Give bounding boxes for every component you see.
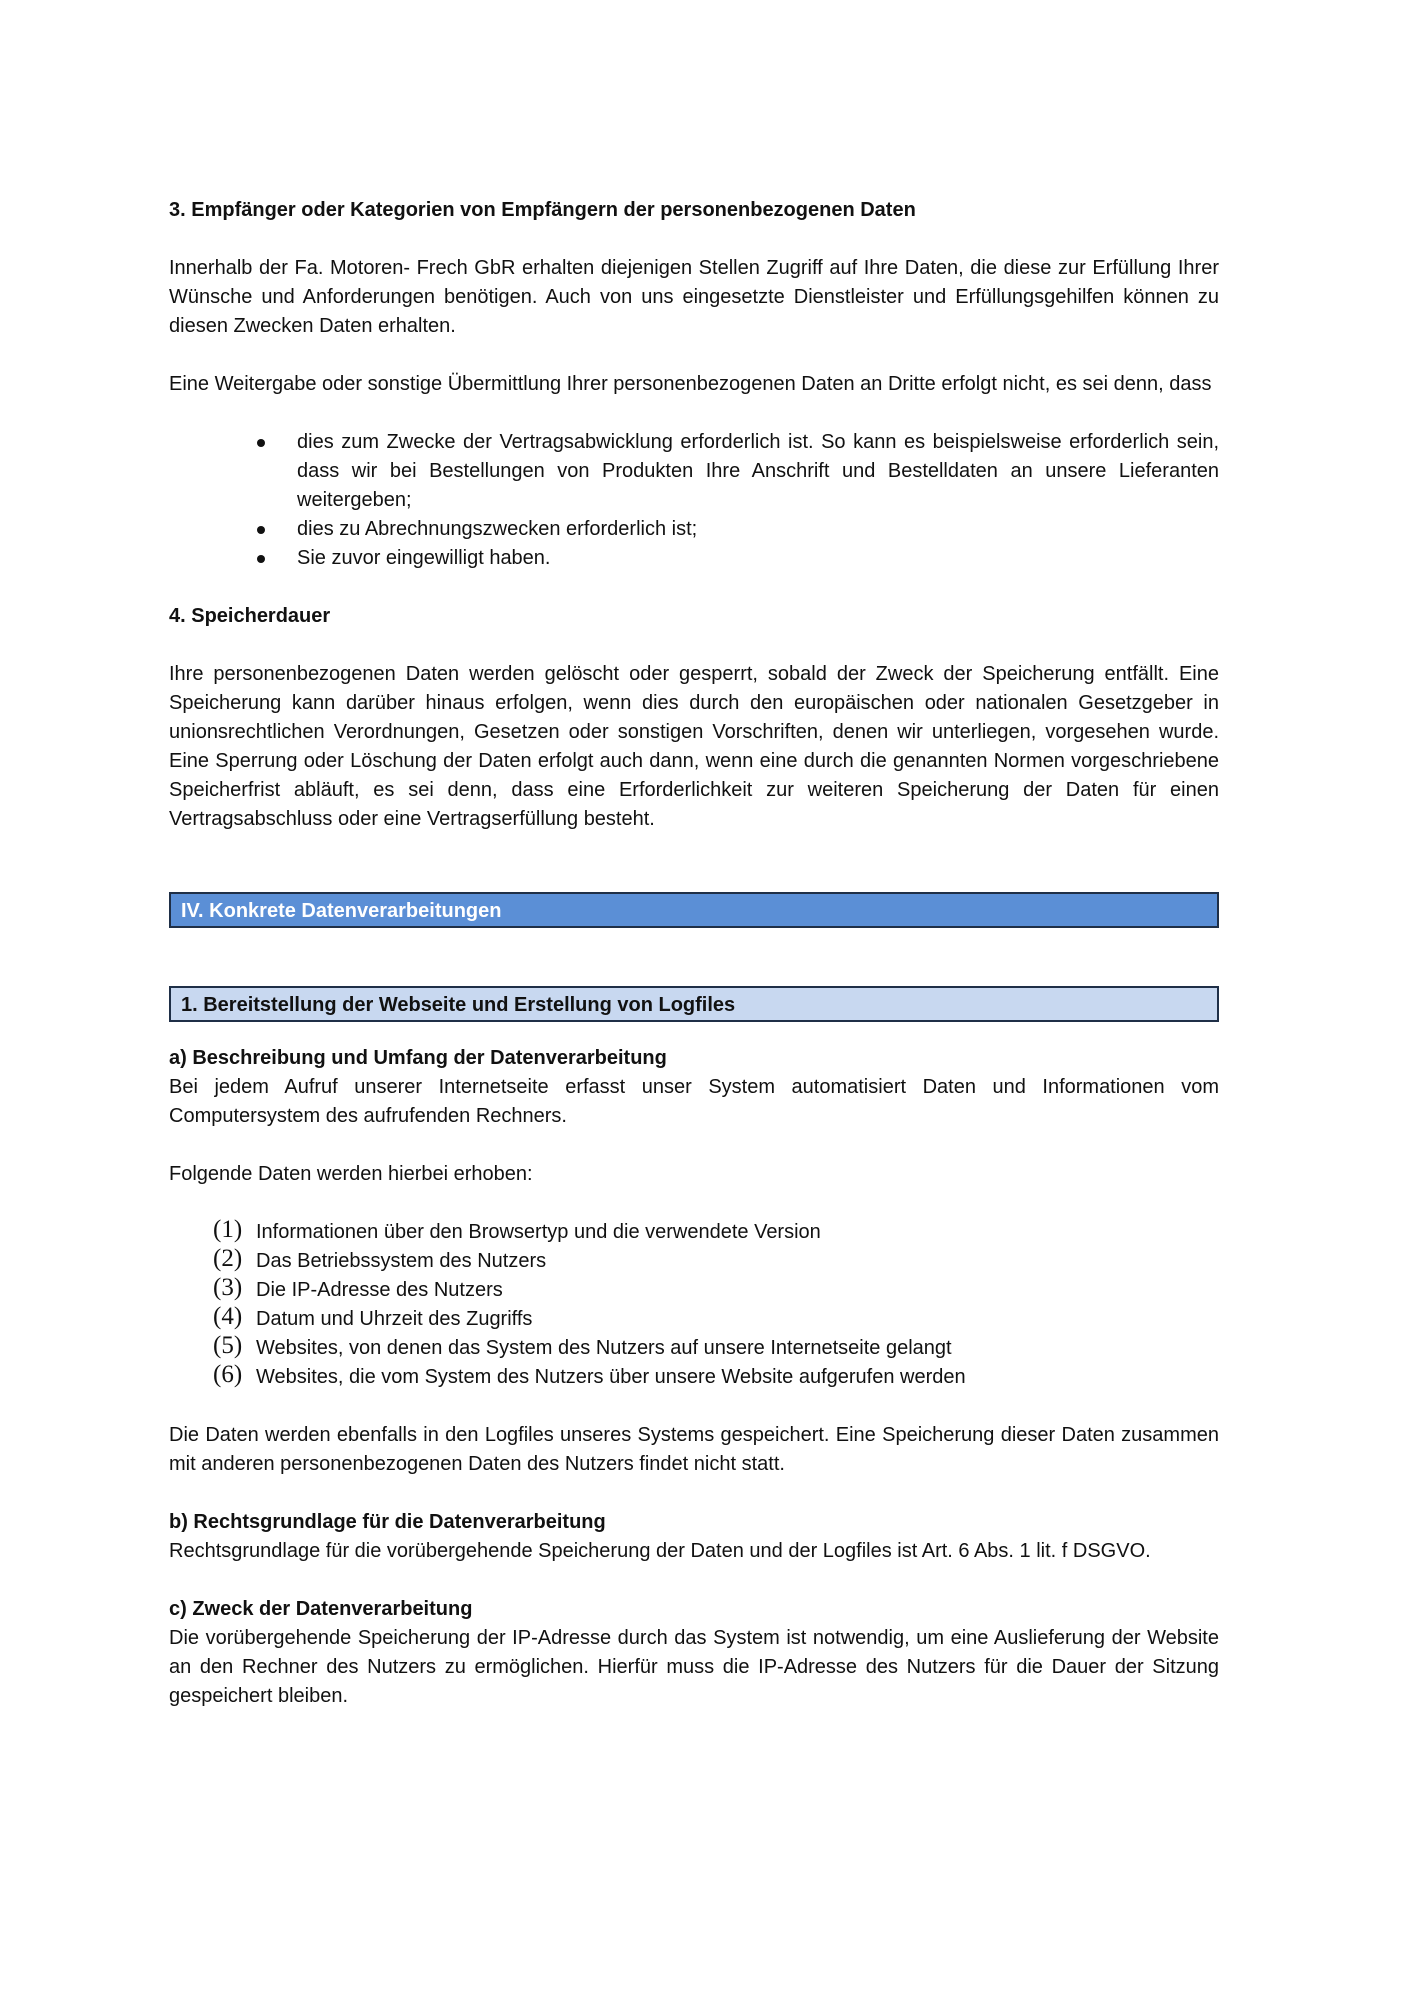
- section-3-heading: 3. Empfänger oder Kategorien von Empfängern der personenbezogenen Daten: [169, 199, 916, 221]
- section-3-paragraph-1: Innerhalb der Fa. Motoren- Frech GbR erhalten diejenigen Stellen Zugriff auf Ihre Daten, die diese zur Erfüllung Ihrer Wünsche und Anforderungen benötigen. Auch von uns eingesetzte Dienstleister und Erfüllungsgehilfen können zu diesen Zwecken Daten erhalten.: [169, 257, 1219, 337]
- subsection-c-heading: c) Zweck der Datenverarbeitung: [169, 1598, 473, 1620]
- section-iv-title: IV. Konkrete Datenverarbeitungen: [181, 900, 502, 922]
- list-item: [169, 544, 1219, 573]
- list-item-number: (4): [213, 1303, 243, 1330]
- list-item-number: (3): [213, 1274, 243, 1301]
- section-4-heading: 4. Speicherdauer: [169, 605, 331, 627]
- list-item: [169, 1363, 1219, 1392]
- list-item-text: dies zum Zwecke der Vertragsabwicklung erforderlich ist. So kann es beispielsweise erforderlich sein, dass wir bei Bestellungen von Produkten Ihre Anschrift und Bestelldaten an unsere Lieferanten weitergeben;: [297, 431, 1219, 511]
- bullet-icon: [257, 526, 265, 534]
- list-item-number: (1): [213, 1216, 243, 1243]
- recipient-conditions-list: [169, 428, 1219, 573]
- subsection-1-title: 1. Bereitstellung der Webseite und Erstellung von Logfiles: [181, 994, 736, 1016]
- list-item-text: Informationen über den Browsertyp und die verwendete Version: [256, 1221, 821, 1243]
- section-iv-title-band: [169, 892, 1219, 928]
- subsection-b-paragraph: Rechtsgrundlage für die vorübergehende Speicherung der Daten und der Logfiles ist Art. 6 Abs. 1 lit. f DSGVO.: [169, 1540, 1151, 1562]
- list-item: [169, 428, 1219, 515]
- collected-data-list: [169, 1218, 1219, 1392]
- list-item-text: Datum und Uhrzeit des Zugriffs: [256, 1308, 533, 1330]
- list-item-text: Websites, von denen das System des Nutzers auf unsere Internetseite gelangt: [256, 1337, 952, 1359]
- subsection-a-heading: a) Beschreibung und Umfang der Datenverarbeitung: [169, 1047, 667, 1069]
- subsection-b-heading: b) Rechtsgrundlage für die Datenverarbeitung: [169, 1511, 606, 1533]
- list-item-text: Das Betriebssystem des Nutzers: [256, 1250, 547, 1272]
- subsection-1-title-band: [169, 986, 1219, 1022]
- list-item-number: (5): [213, 1332, 243, 1359]
- list-item: [169, 1276, 1219, 1305]
- section-4-paragraph: Ihre personenbezogenen Daten werden gelöscht oder gesperrt, sobald der Zweck der Speicherung entfällt. Eine Speicherung kann darüber hinaus erfolgen, wenn dies durch den europäischen oder nationalen Gesetzgeber in unionsrechtlichen Verordnungen, Gesetzen oder sonstigen Vorschriften, denen wir unterliegen, vorgesehen wurde. Eine Sperrung oder Löschung der Daten erfolgt auch dann, wenn eine durch die genannten Normen vorgeschriebene Speicherfrist abläuft, es sei denn, dass eine Erforderlichkeit zur weiteren Speicherung der Daten für einen Vertragsabschluss oder eine Vertragserfüllung besteht.: [169, 663, 1219, 830]
- bullet-icon: [257, 555, 265, 563]
- subsection-c-paragraph: Die vorübergehende Speicherung der IP-Adresse durch das System ist notwendig, um eine Auslieferung der Website an den Rechner des Nutzers zu ermöglichen. Hierfür muss die IP-Adresse des Nutzers für die Dauer der Sitzung gespeichert bleiben.: [169, 1627, 1219, 1707]
- list-item: [169, 1247, 1219, 1276]
- list-item-text: dies zu Abrechnungszwecken erforderlich ist;: [297, 518, 698, 540]
- section-3-paragraph-2: Eine Weitergabe oder sonstige Übermittlung Ihrer personenbezogenen Daten an Dritte erfolgt nicht, es sei denn, dass: [169, 373, 1212, 395]
- list-item-text: Sie zuvor eingewilligt haben.: [297, 547, 551, 569]
- list-item-text: Websites, die vom System des Nutzers über unsere Website aufgerufen werden: [256, 1366, 966, 1388]
- bullet-icon: [257, 439, 265, 447]
- logfiles-paragraph: Die Daten werden ebenfalls in den Logfiles unseres Systems gespeichert. Eine Speicherung dieser Daten zusammen mit anderen personenbezogenen Daten des Nutzers findet nicht statt.: [169, 1424, 1219, 1475]
- list-item: [169, 1305, 1219, 1334]
- collected-data-intro: Folgende Daten werden hierbei erhoben:: [169, 1163, 533, 1185]
- document-page: [169, 196, 1219, 1711]
- list-item: [169, 1334, 1219, 1363]
- subsection-a-paragraph: Bei jedem Aufruf unserer Internetseite erfasst unser System automatisiert Daten und Informationen vom Computersystem des aufrufenden Rechners.: [169, 1076, 1219, 1127]
- list-item-number: (6): [213, 1361, 243, 1388]
- list-item-text: Die IP-Adresse des Nutzers: [256, 1279, 503, 1301]
- list-item: [169, 1218, 1219, 1247]
- list-item-number: (2): [213, 1245, 243, 1272]
- list-item: [169, 515, 1219, 544]
